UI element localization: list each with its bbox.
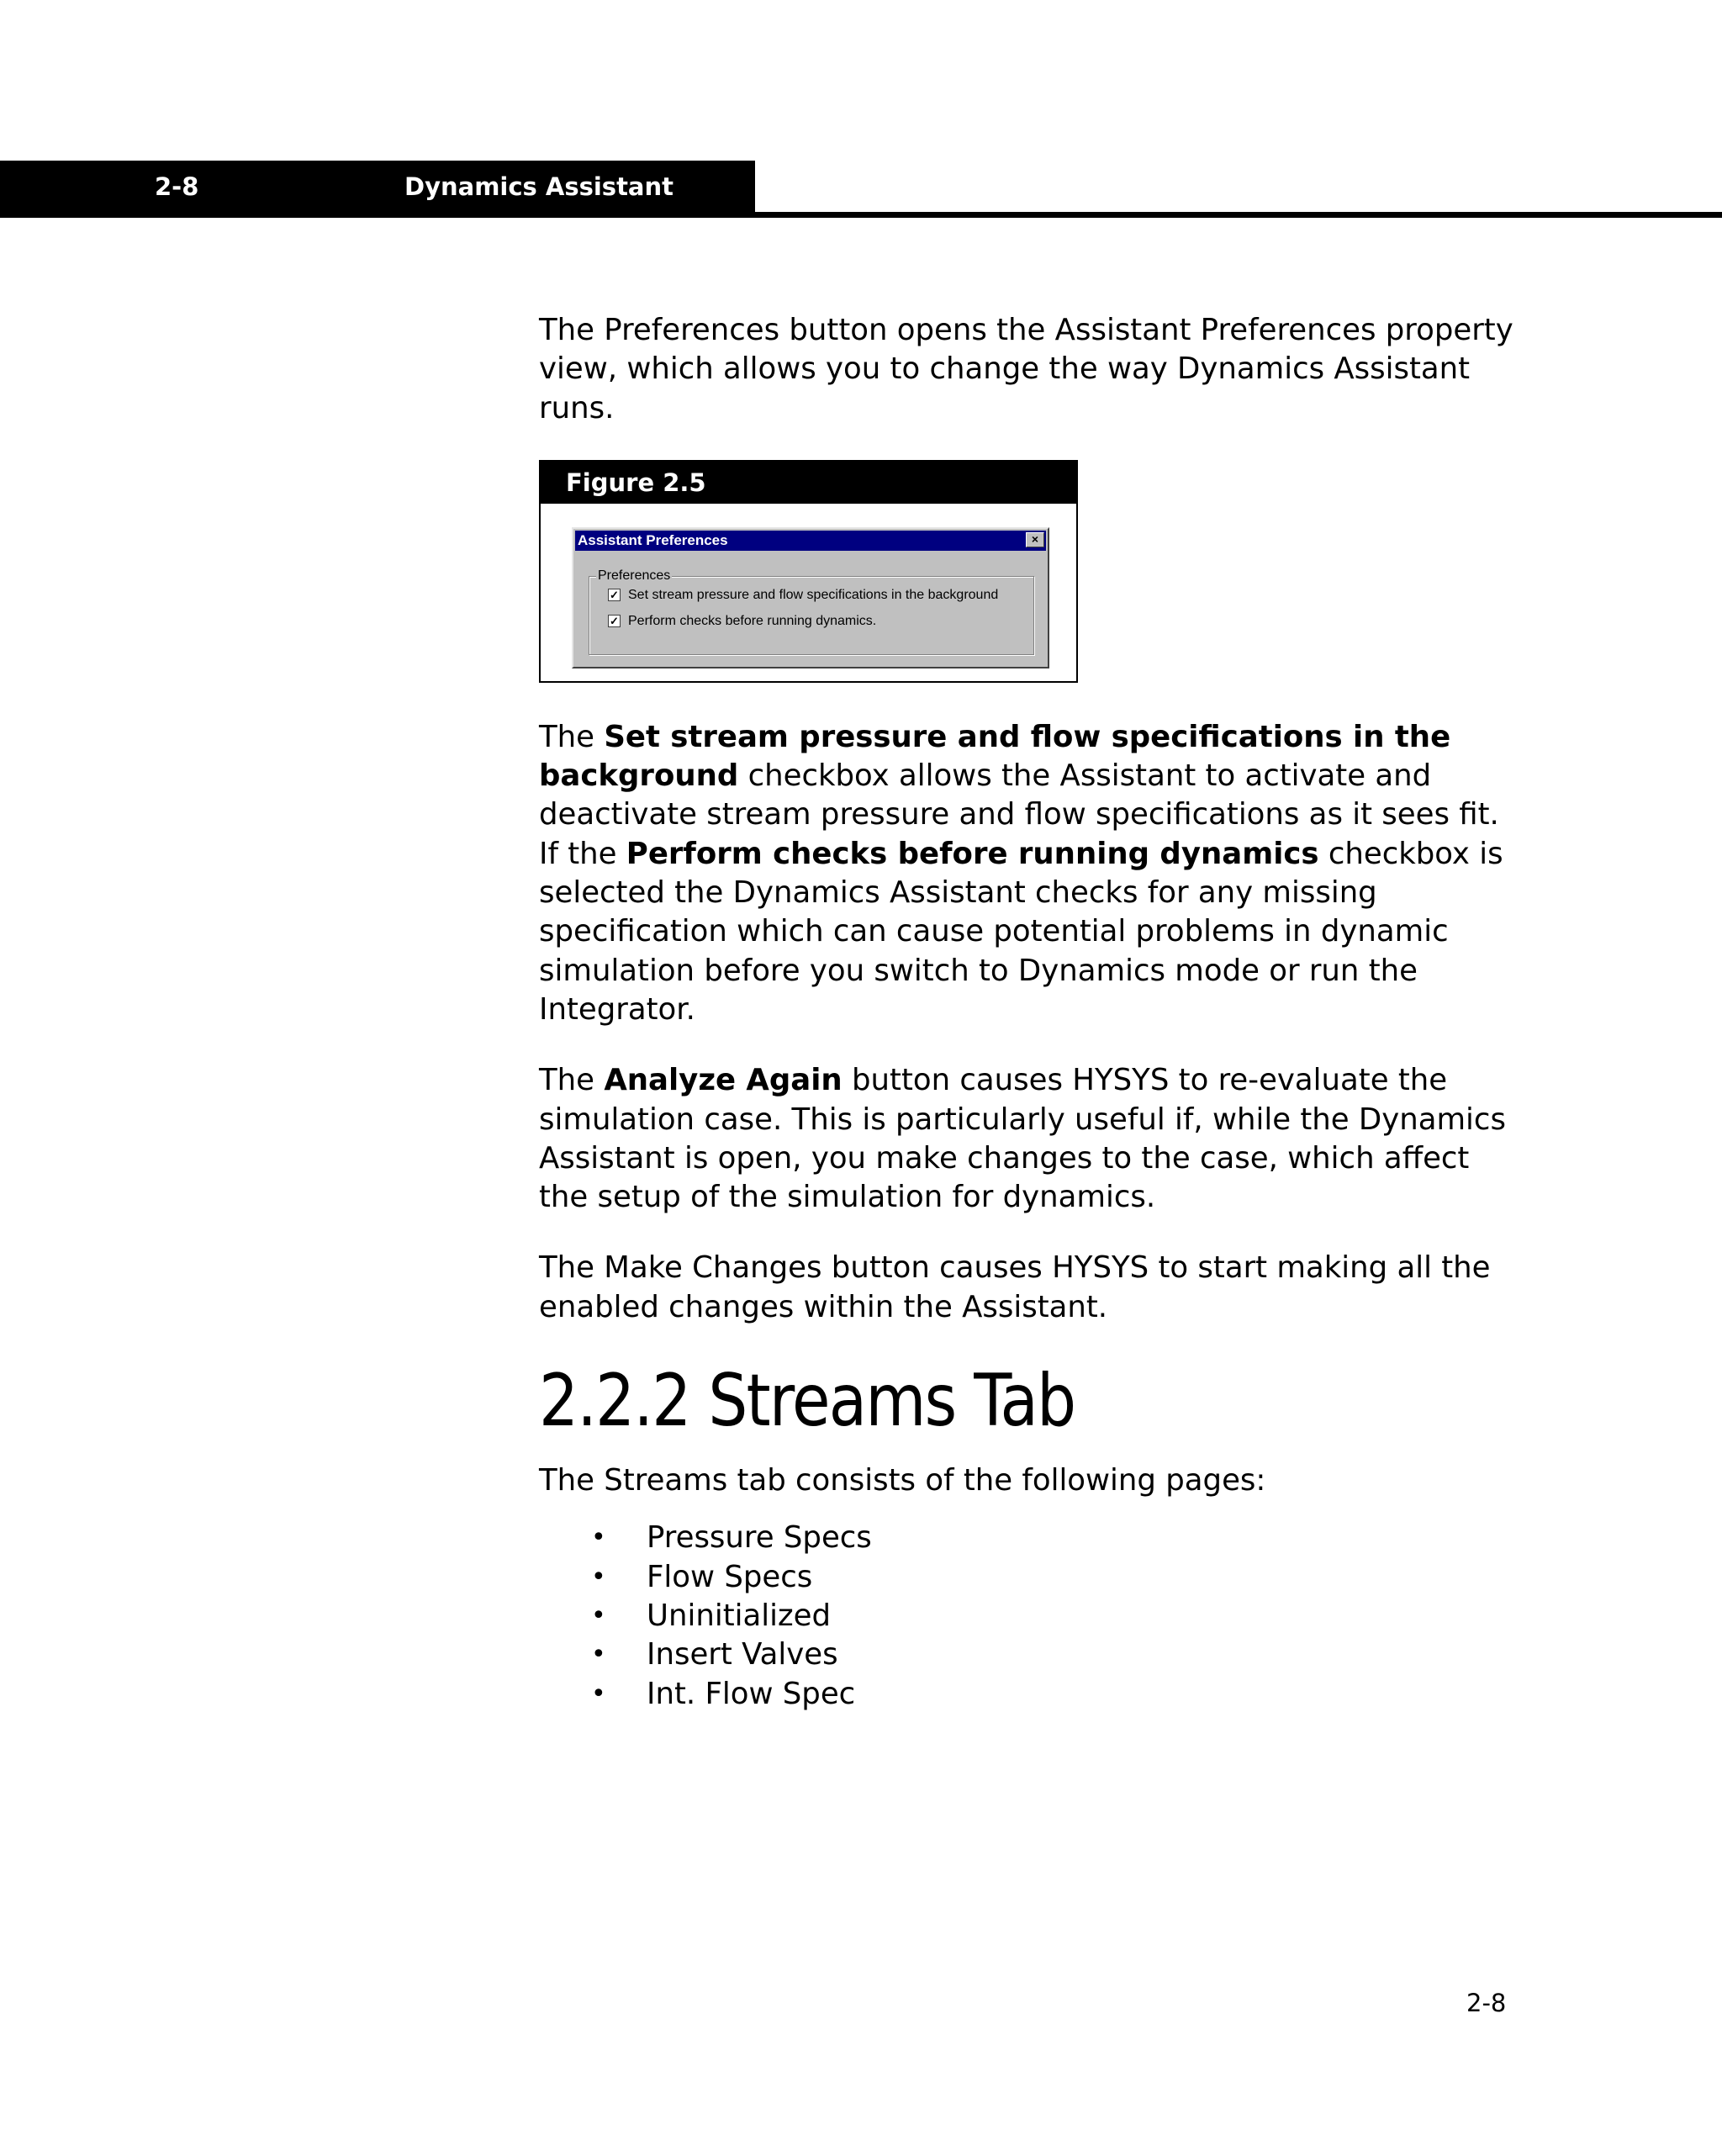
bullet-icon: •: [591, 1523, 606, 1553]
checkbox-row-background-specs[interactable]: [608, 587, 998, 604]
checkbox-row-perform-checks[interactable]: [608, 613, 876, 630]
figure-label: Figure 2.5: [541, 462, 1076, 504]
checkbox-background-specs[interactable]: ✓: [608, 589, 621, 601]
text-run: The: [539, 719, 605, 754]
list-item-label: Insert Valves: [647, 1637, 838, 1672]
list-item-label: Flow Specs: [647, 1559, 813, 1594]
bold-term-analyze-again: Analyze Again: [604, 1063, 843, 1098]
figure-2-5: [539, 460, 1078, 683]
pages-list: [539, 1519, 1514, 1713]
assistant-preferences-dialog: [572, 527, 1049, 668]
bold-term-perform-checks: Perform checks before running dynamics: [626, 836, 1319, 871]
list-item: [539, 1558, 1514, 1597]
section-intro: The Streams tab consists of the following pages:: [539, 1463, 1266, 1498]
bullet-icon: •: [591, 1600, 606, 1630]
text-run: checkbox is selected the Dynamics Assistant checks for any missing specification which can cause potential problems in dynamic simulation before you switch to Dynamics mode or run the Integrator.: [539, 836, 1503, 1027]
preferences-groupbox: [589, 568, 1034, 655]
section-heading: 2.2.2 Streams Tab: [539, 1359, 1075, 1444]
intro-paragraph: The Preferences button opens the Assistant Preferences property view, which allows you to change the way Dynamics Assistant runs.: [539, 313, 1513, 425]
text-run: button causes HYSYS to re-evaluate the simulation case. This is particularly useful if, while the Dynamics Assistant is open, you make changes to the case, which affect the setup of the simulation for dynamics.: [539, 1063, 1506, 1215]
list-item-label: Uninitialized: [647, 1598, 831, 1633]
bold-term-background-specs: Set stream pressure and flow specifications in the background: [539, 719, 1451, 794]
footer-page-number: 2-8: [1466, 1989, 1507, 2017]
bullet-icon: •: [591, 1562, 606, 1592]
main-content: [539, 311, 1514, 1714]
checkbox-label-perform-checks: Perform checks before running dynamics.: [628, 613, 877, 628]
header-rule: [0, 212, 1722, 218]
list-item: [539, 1597, 1514, 1635]
make-changes-paragraph: The Make Changes button causes HYSYS to start making all the enabled changes within the Assistant.: [539, 1250, 1491, 1324]
list-item: [539, 1635, 1514, 1674]
list-item: [539, 1675, 1514, 1714]
checkbox-label-background-specs: Set stream pressure and flow specifications in the background: [628, 587, 999, 602]
close-icon[interactable]: ×: [1026, 532, 1044, 547]
text-run: The: [539, 1063, 605, 1098]
list-item: [539, 1519, 1514, 1557]
header-page-number: 2-8: [155, 172, 199, 201]
checkbox-perform-checks[interactable]: ✓: [608, 615, 621, 627]
analyze-again-paragraph: [539, 1061, 1514, 1217]
bullet-icon: •: [591, 1640, 606, 1670]
text-run: checkbox allows the Assistant to activate and deactivate stream pressure and flow specifications as it sees fit. If the: [539, 758, 1499, 871]
header-chapter-title: Dynamics Assistant: [404, 172, 674, 201]
dialog-title: Assistant Preferences: [575, 531, 1046, 551]
list-item-label: Int. Flow Spec: [647, 1676, 856, 1711]
group-label: Preferences: [598, 568, 671, 583]
bullet-icon: •: [591, 1678, 606, 1709]
checkbox-description-paragraph: [539, 718, 1514, 1029]
list-item-label: Pressure Specs: [647, 1520, 872, 1556]
